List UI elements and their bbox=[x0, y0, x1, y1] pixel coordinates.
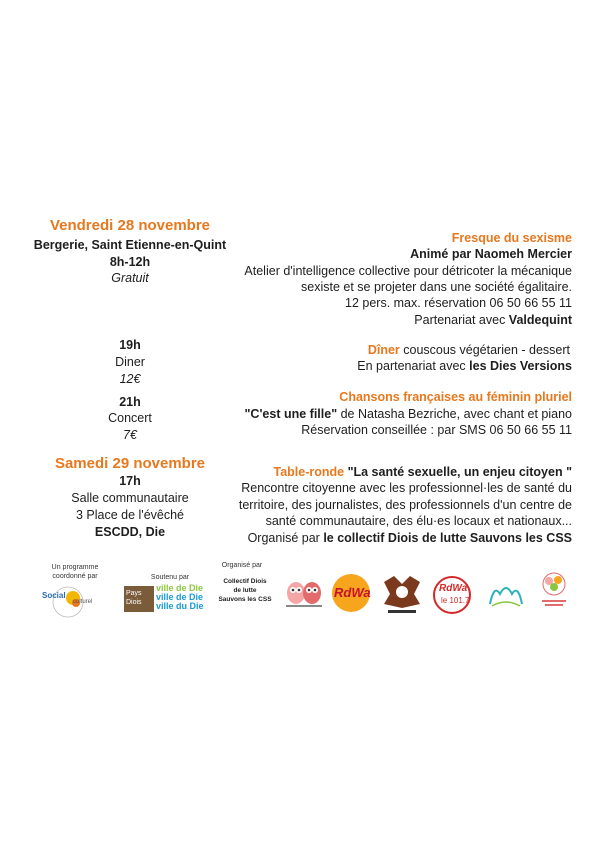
friday-venue: Bergerie, Saint Etienne-en-Quint bbox=[33, 238, 227, 252]
concert-show bbox=[230, 406, 572, 423]
friday-hours: 8h-12h bbox=[109, 255, 151, 269]
saturday-date: Samedi 29 novembre bbox=[54, 455, 206, 472]
table-ronde-title: Table-ronde bbox=[273, 465, 345, 479]
dinner-partner-name: les Dies Versions bbox=[469, 359, 572, 373]
concert-show-name: "C'est une fille" bbox=[244, 407, 338, 421]
dinner-time: 19h bbox=[119, 338, 141, 352]
dinner-partner bbox=[230, 358, 572, 375]
pays-diois-logo: Pays Diois bbox=[124, 586, 154, 612]
dinner-title: Dîner bbox=[367, 343, 400, 357]
friday-date: Vendredi 28 novembre bbox=[49, 217, 211, 234]
organise-caption: Organisé par bbox=[221, 562, 263, 569]
concert-time: 21h bbox=[119, 395, 141, 409]
rdwa-logo: RdWa bbox=[330, 573, 372, 613]
concert-title: Chansons françaises au féminin pluriel bbox=[339, 390, 572, 404]
flower-logo bbox=[536, 570, 572, 610]
soutenu-caption: Soutenu par bbox=[150, 574, 190, 581]
fresque-title: Fresque du sexisme bbox=[451, 231, 572, 245]
programme-caption: Un programme coordonné par bbox=[51, 564, 99, 580]
fresque-partner bbox=[230, 312, 572, 329]
dinner-partner-prefix: En partenariat avec bbox=[357, 359, 470, 373]
association-logo bbox=[484, 578, 528, 608]
fresque-partner-prefix: Partenariat avec bbox=[414, 313, 509, 327]
fresque-desc-1: Atelier d'intelligence collective pour détricoter la mécanique bbox=[244, 264, 572, 278]
concert-label: Concert bbox=[108, 411, 152, 425]
concert-price: 7€ bbox=[123, 428, 137, 442]
dinner-info bbox=[230, 342, 570, 359]
table-ronde-line-2: territoire, des journalistes, des professionnels d'un centre de bbox=[238, 498, 572, 512]
saturday-venue-1: Salle communautaire bbox=[71, 491, 189, 505]
friday-price: Gratuit bbox=[111, 271, 149, 285]
collectif-css-logo: Collectif Diois de lutte Sauvons les CSS bbox=[218, 578, 272, 603]
saturday-venue-3: ESCDD, Die bbox=[94, 525, 166, 539]
planning-familial-logo bbox=[380, 574, 424, 614]
table-ronde-line-3: santé communautaire, des élu·es locaux et nationaux... bbox=[265, 514, 572, 528]
dinner-price: 12€ bbox=[119, 372, 141, 386]
table-ronde-heading bbox=[230, 464, 572, 481]
concert-show-rest: de Natasha Bezriche, avec chant et piano bbox=[337, 407, 572, 421]
saturday-time: 17h bbox=[119, 474, 141, 488]
ville-de-die-logo: ville de Die ville de Die ville du Die bbox=[156, 583, 204, 611]
dinner-label: Diner bbox=[115, 355, 145, 369]
radio-rdwa-logo: RdWa le 101.7 bbox=[432, 575, 472, 615]
fresque-desc-2: sexiste et se projeter dans une société égalitaire. bbox=[301, 280, 572, 294]
concert-booking: Réservation conseillée : par SMS 06 50 66 55 11 bbox=[301, 423, 572, 437]
table-ronde-organizer bbox=[230, 530, 572, 547]
table-ronde-org-name: le collectif Diois de lutte Sauvons les CSS bbox=[323, 531, 572, 545]
table-ronde-subtitle: "La santé sexuelle, un enjeu citoyen " bbox=[344, 465, 572, 479]
table-ronde-line-1: Rencontre citoyenne avec les professionnel·les de santé du bbox=[241, 481, 572, 495]
owls-logo bbox=[284, 578, 324, 610]
centre-social-logo: Social culturel bbox=[40, 585, 100, 619]
table-ronde-org-prefix: Organisé par bbox=[247, 531, 324, 545]
saturday-venue-2: 3 Place de l'évêché bbox=[75, 508, 184, 522]
fresque-booking: 12 pers. max. réservation 06 50 66 55 11 bbox=[345, 296, 572, 310]
fresque-host: Animé par Naomeh Mercier bbox=[410, 247, 572, 261]
dinner-menu: couscous végétarien - dessert bbox=[399, 343, 570, 357]
fresque-partner-name: Valdequint bbox=[508, 313, 572, 327]
